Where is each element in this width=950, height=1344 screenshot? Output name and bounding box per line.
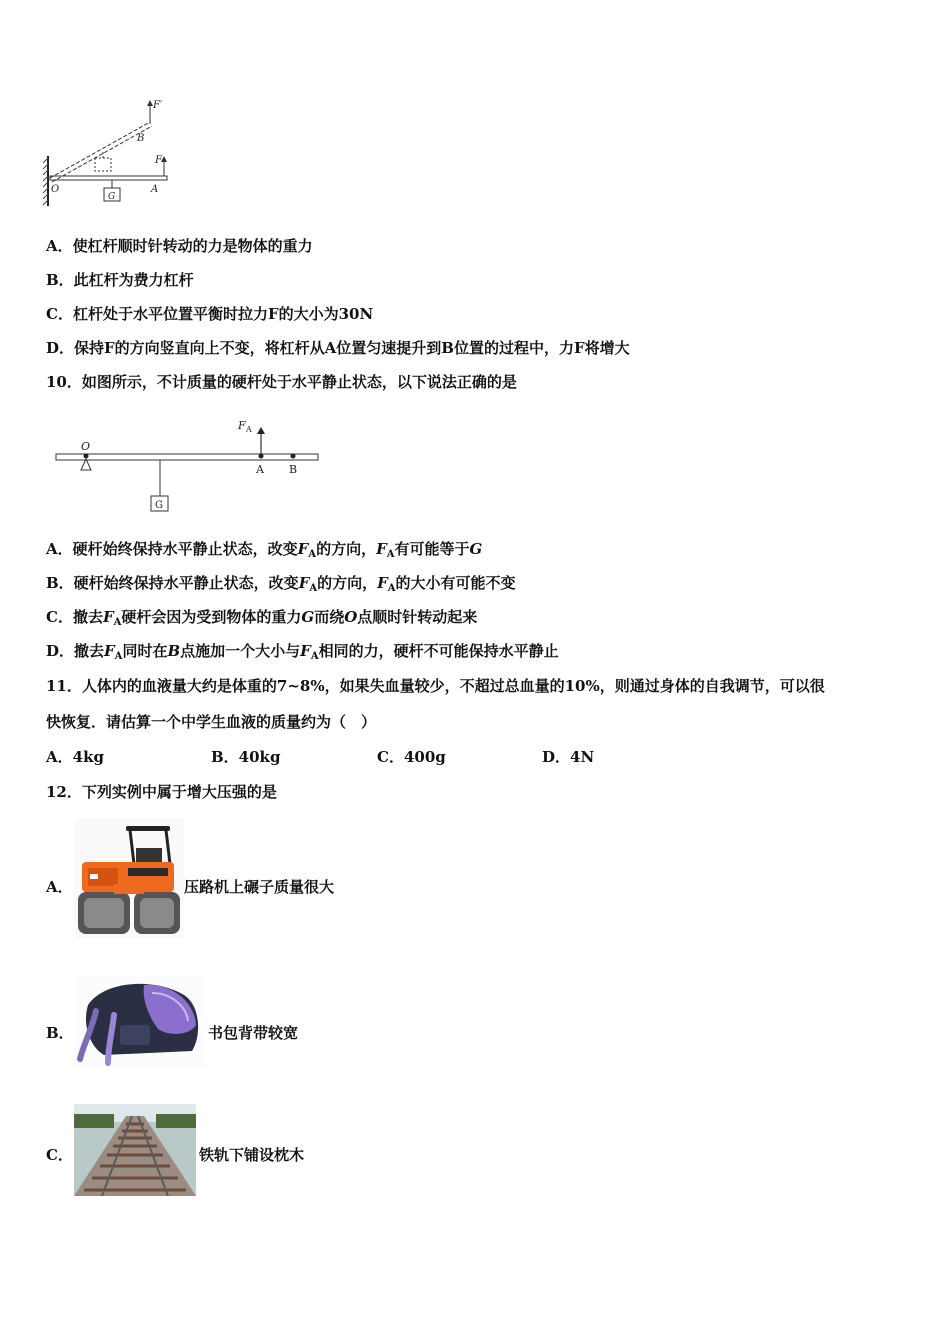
label-g: G — [108, 192, 116, 202]
label-a: A — [256, 463, 264, 476]
label-f-prime: F′ — [153, 100, 163, 111]
q11-option-c: C．400g — [377, 748, 446, 766]
q10-option-b: B．硬杆始终保持水平静止状态，改变$F_A$的方向，$F_A$的大小有可能不变 — [46, 574, 516, 594]
q10-option-a: A．硬杆始终保持水平静止状态，改变$F_A$的方向，$F_A$有可能等于G — [46, 540, 483, 560]
q9-option-a: A．使杠杆顺时针转动的力是物体的重力 — [46, 237, 313, 255]
label-fa: F — [238, 419, 246, 432]
q12-option-c-text: 铁轨下铺设枕木 — [199, 1146, 305, 1164]
q11-option-a: A．4kg — [46, 748, 104, 766]
lever-figure-q10 — [50, 412, 330, 517]
q12-option-a-text: 压路机上碾子质量很大 — [184, 878, 335, 896]
label-a: A — [151, 184, 159, 195]
q12-option-a-letter: A． — [46, 878, 73, 896]
q10-stem: 10．如图所示，不计质量的硬杆处于水平静止状态，以下说法正确的是 — [46, 373, 517, 391]
label-o: O — [51, 184, 60, 195]
q12-option-b-letter: B． — [46, 1024, 74, 1042]
q9-option-d: D．保持F的方向竖直向上不变，将杠杆从A位置匀速提升到B位置的过程中，力F将增大 — [46, 339, 630, 357]
q11-option-d: D．4N — [542, 748, 595, 766]
label-fa-sub: A — [246, 425, 252, 434]
q12-stem: 12．下列实例中属于增大压强的是 — [46, 783, 277, 801]
backpack-image — [74, 975, 206, 1067]
q12-option-c-letter: C． — [46, 1146, 73, 1164]
railway-track-image — [74, 1104, 196, 1196]
label-b: B — [137, 133, 145, 144]
q9-option-b: B．此杠杆为费力杠杆 — [46, 271, 194, 289]
q10-option-c: C．撤去$F_A$硬杆会因为受到物体的重力G而绕O点顺时针转动起来 — [46, 608, 478, 628]
label-g: G — [155, 500, 163, 511]
q11-stem-line1: 11．人体内的血液量大约是体重的7~8%，如果失血量较少，不超过总血量的10%，则通过身体的自我调节，可以很 — [46, 677, 825, 695]
label-f: F — [155, 155, 162, 166]
label-b: B — [289, 463, 298, 476]
q11-option-b: B．40kg — [211, 748, 281, 766]
q9-option-c: C．杠杆处于水平位置平衡时拉力F的大小为30N — [46, 305, 374, 323]
q12-option-b-text: 书包背带较宽 — [208, 1024, 299, 1042]
road-roller-image — [74, 818, 184, 938]
label-o: O — [81, 440, 91, 453]
q11-stem-line2: 快恢复．请估算一个中学生血液的质量约为（ ） — [46, 713, 377, 731]
lever-figure-q9 — [40, 96, 180, 211]
q10-option-d: D．撤去$F_A$同时在B点施加一个大小与$F_A$相同的力，硬杆不可能保持水平静止 — [46, 642, 559, 662]
